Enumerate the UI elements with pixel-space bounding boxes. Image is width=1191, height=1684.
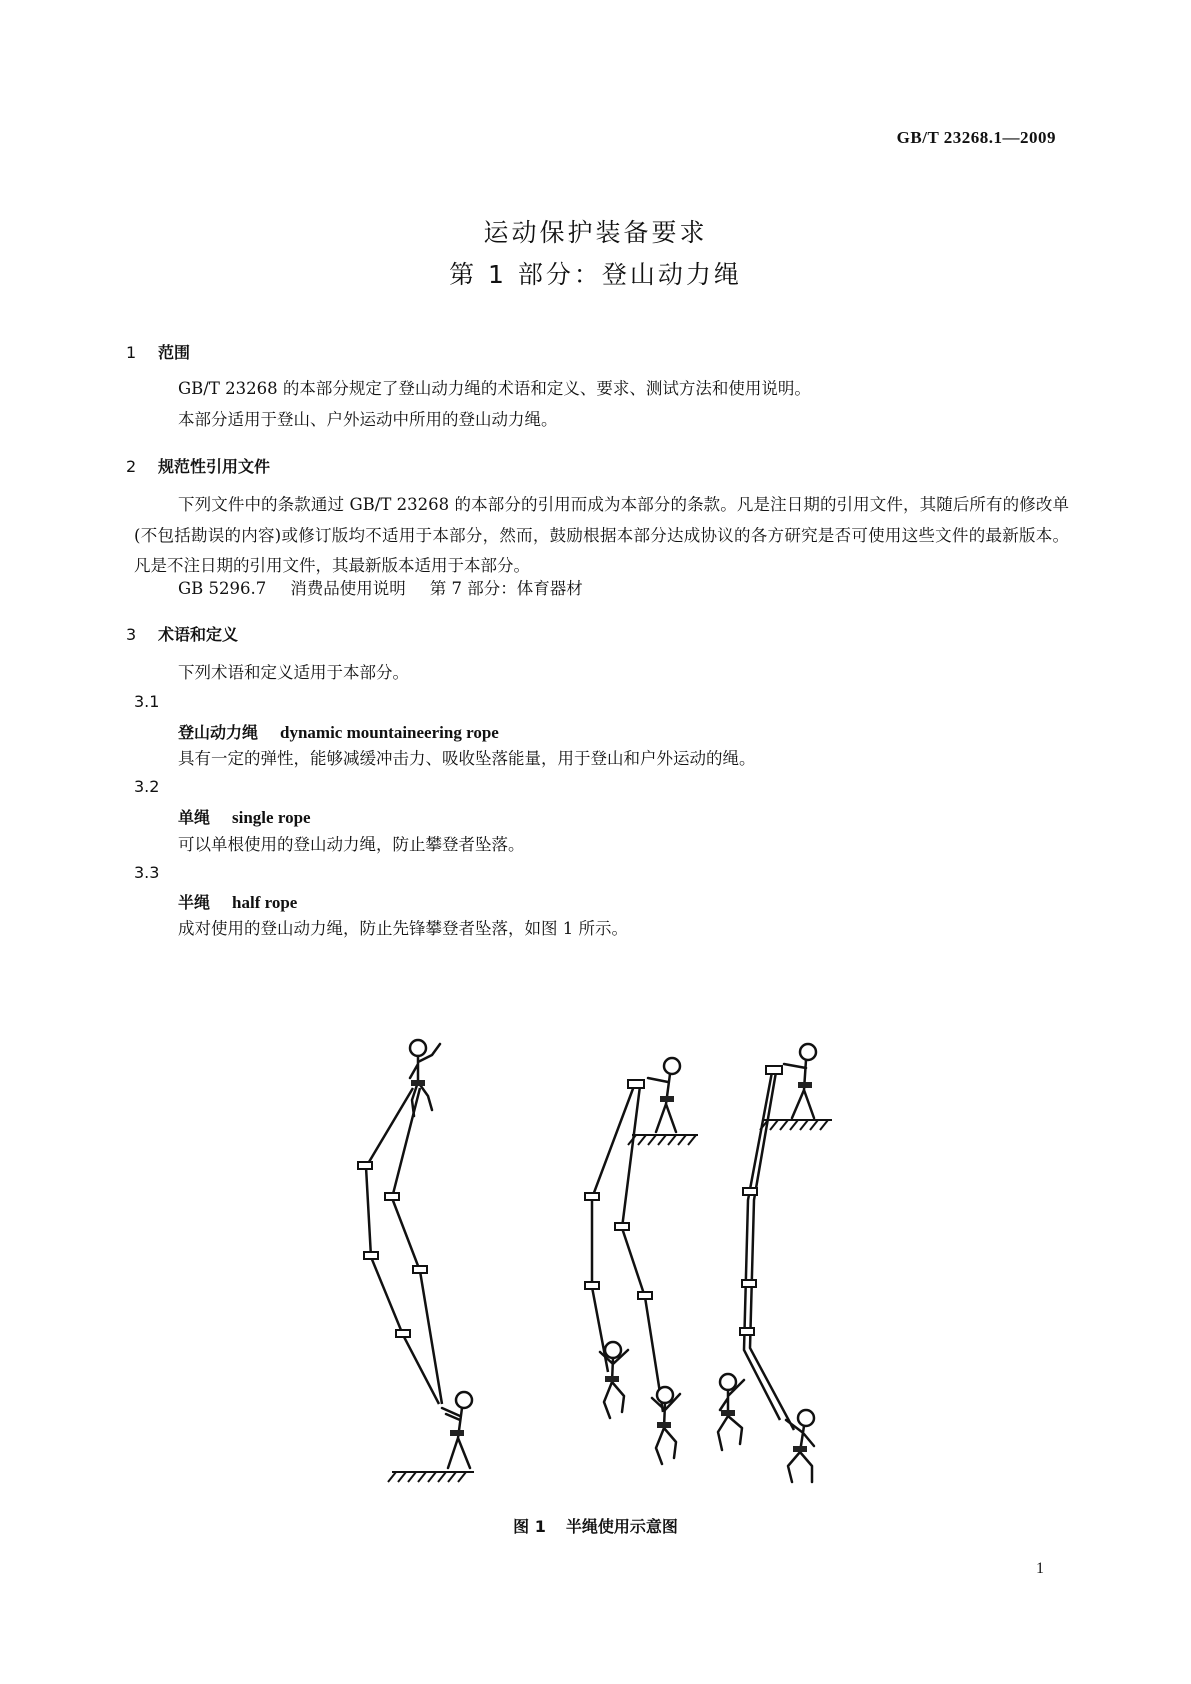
reference-title: 消费品使用说明	[290, 579, 406, 598]
section-2-para-1: 下列文件中的条款通过 GB/T 23268 的本部分的引用而成为本部分的条款。凡是注日期的引用文件，其随后所有的修改单(不包括勘误的内容)或修订版均不适用于本部分，然而，鼓励根据本部分达成协议的各方研究是否可使用这些文件的最新版本。凡是不注日期的引用文件，其最新版本适用于本部分。	[134, 495, 1069, 575]
term-zh: 半绳	[178, 893, 211, 912]
definition-3-3: 成对使用的登山动力绳，防止先锋攀登者坠落，如图 1 所示。	[178, 919, 628, 938]
anchor	[628, 1080, 644, 1088]
belayer	[784, 1044, 816, 1118]
term-zh: 单绳	[178, 808, 211, 827]
page-number: 1	[1036, 1560, 1044, 1577]
section-1-para-1: GB/T 23268 的本部分规定了登山动力绳的术语和定义、要求、测试方法和使用说明。	[178, 379, 811, 398]
quickdraw	[638, 1292, 652, 1299]
section-3-intro: 下列术语和定义适用于本部分。	[178, 663, 409, 682]
title-line-2: 第 1 部分：登山动力绳	[449, 260, 742, 289]
standard-number: GB/T 23268.1—2009	[896, 128, 1056, 147]
section-number: 1	[126, 343, 137, 362]
section-title: 规范性引用文件	[158, 457, 271, 476]
quickdraw	[742, 1280, 756, 1287]
figure-caption	[0, 1514, 1191, 1537]
quickdraw	[413, 1266, 427, 1273]
belayer	[648, 1058, 680, 1132]
panel-a	[358, 1040, 474, 1482]
quickdraw	[585, 1193, 599, 1200]
climber-right	[652, 1387, 680, 1464]
rope-1	[366, 1088, 439, 1404]
section-title: 范围	[158, 343, 191, 362]
term-zh: 登山动力绳	[178, 723, 259, 742]
figure-label: 图 1	[513, 1517, 546, 1536]
clause-3-2: 3.2	[134, 777, 160, 796]
reference-part: 第 7 部分：体育器材	[429, 579, 583, 598]
section-number: 3	[126, 625, 137, 644]
climber-upper	[718, 1374, 744, 1450]
section-1-para-2: 本部分适用于登山、户外运动中所用的登山动力绳。	[178, 410, 558, 429]
anchor	[766, 1066, 782, 1074]
quickdraw	[740, 1328, 754, 1335]
definition-3-2: 可以单根使用的登山动力绳，防止攀登者坠落。	[178, 835, 525, 854]
quickdraw	[743, 1188, 757, 1195]
definition-3-1: 具有一定的弹性，能够减缓冲击力、吸收坠落能量，用于登山和户外运动的绳。	[178, 749, 756, 768]
rope-2	[392, 1088, 442, 1404]
ground-hatch	[388, 1472, 474, 1482]
quickdraw	[585, 1282, 599, 1289]
clause-3-1: 3.1	[134, 692, 160, 711]
term-en: dynamic mountaineering rope	[280, 723, 499, 742]
section-title: 术语和定义	[158, 625, 239, 644]
term-en: half rope	[232, 893, 298, 912]
panel-b	[585, 1058, 698, 1464]
quickdraw	[385, 1193, 399, 1200]
term-en: single rope	[232, 808, 311, 827]
section-number: 2	[126, 457, 137, 476]
title-line-1: 运动保护装备要求	[483, 218, 708, 247]
quickdraw	[358, 1162, 372, 1169]
quickdraw	[364, 1252, 378, 1259]
panel-c	[718, 1044, 832, 1482]
belayer	[442, 1392, 472, 1468]
clause-3-3: 3.3	[134, 863, 160, 882]
quickdraw	[396, 1330, 410, 1337]
quickdraw	[615, 1223, 629, 1230]
ground-hatch	[628, 1135, 698, 1145]
ground-hatch	[760, 1120, 832, 1130]
figure-caption-text: 半绳使用示意图	[565, 1517, 678, 1536]
reference-code: GB 5296.7	[178, 579, 267, 598]
